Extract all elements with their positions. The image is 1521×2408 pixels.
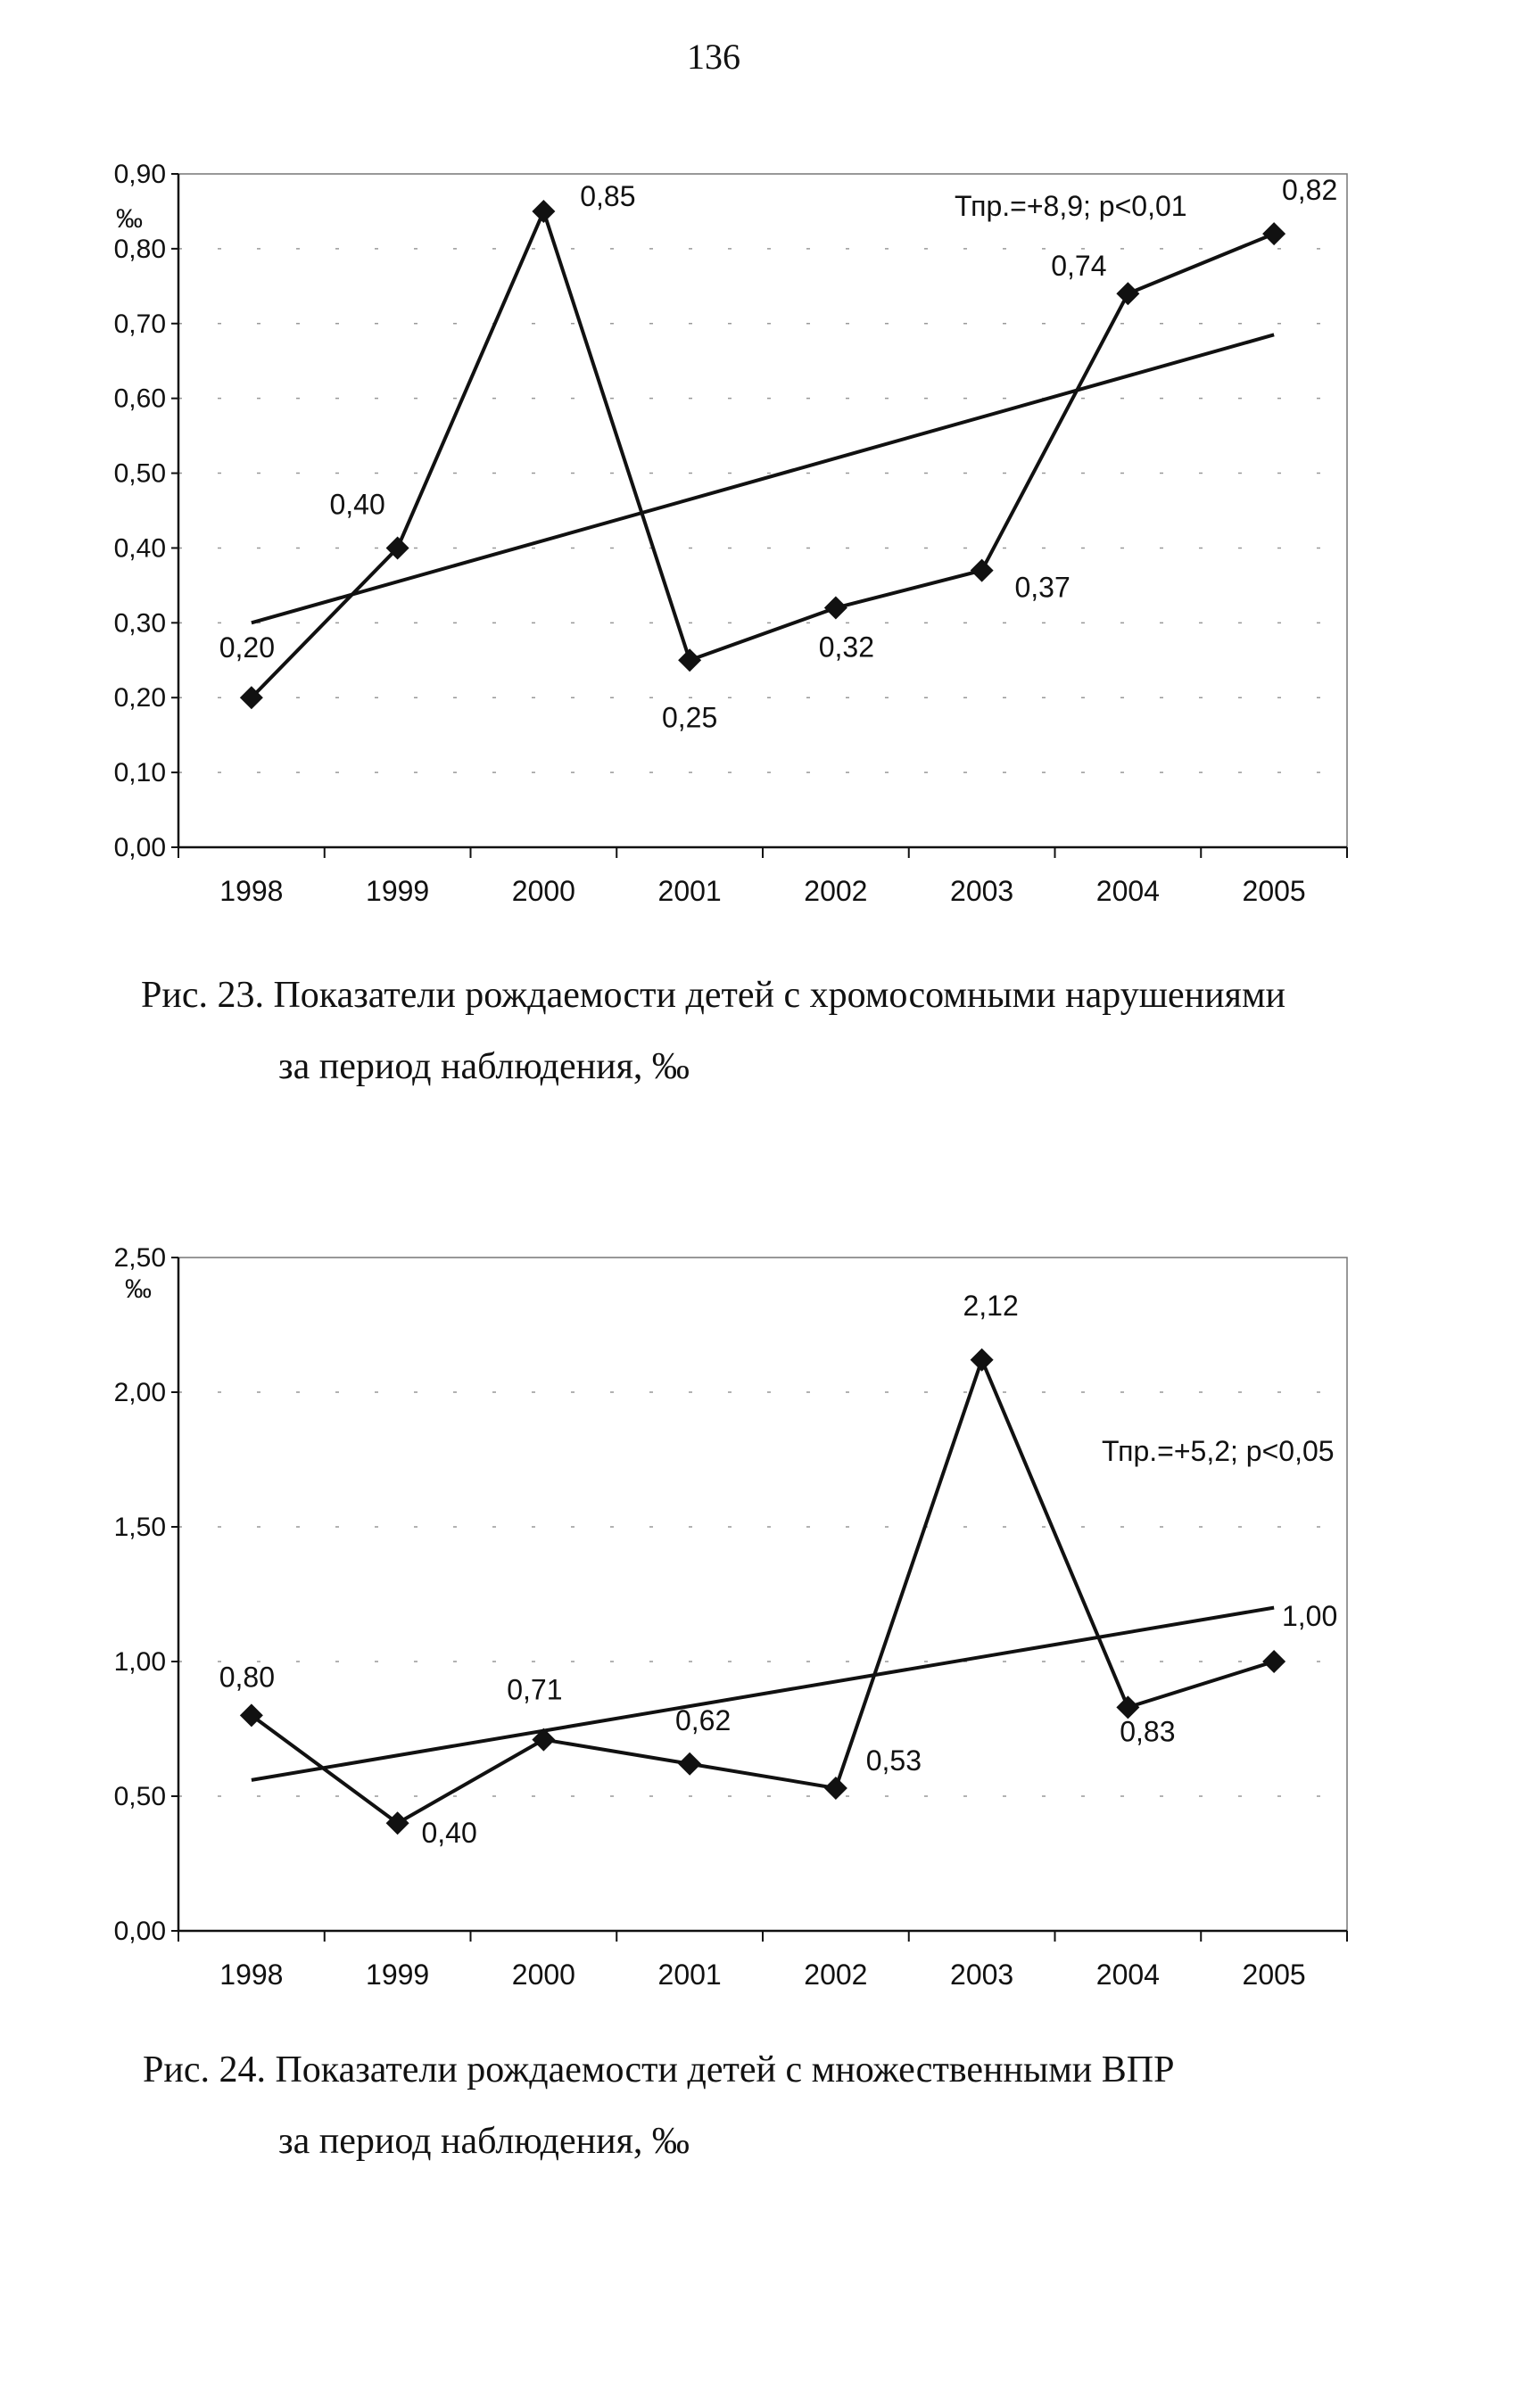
y-tick-label: 0,50: [113, 458, 166, 489]
data-point-marker: [1262, 222, 1285, 245]
data-label: 0,83: [1120, 1715, 1176, 1748]
page-number: 136: [687, 37, 740, 77]
x-tick-label: 2002: [804, 1959, 868, 1991]
x-tick-label: 2000: [511, 1959, 575, 1991]
y-tick-label: 1,50: [113, 1513, 166, 1542]
figure-caption-23: [0, 977, 1521, 1101]
y-tick-label: 0,90: [113, 160, 166, 189]
data-label: 0,20: [219, 631, 276, 664]
x-tick-label: 1999: [366, 1959, 430, 1991]
figure-caption-24: [0, 2051, 1521, 2176]
y-unit-label: ‰: [125, 1274, 152, 1304]
x-tick-label: 2003: [950, 1959, 1014, 1991]
x-tick-label: 2001: [657, 1959, 722, 1991]
x-tick-label: 2003: [950, 875, 1014, 907]
chart-chromosomal-births: [0, 152, 1521, 936]
y-tick-label: 0,20: [113, 683, 166, 713]
y-tick-label: 0,40: [113, 533, 166, 564]
x-tick-label: 1999: [366, 875, 430, 907]
data-label: 0,74: [1051, 250, 1107, 283]
data-point-marker: [1116, 282, 1139, 305]
caption-line-2: за период наблюдения, ‰: [278, 2121, 690, 2162]
x-tick-label: 1998: [219, 875, 284, 907]
y-tick-label: 0,00: [113, 1917, 166, 1946]
x-tick-label: 2000: [511, 875, 575, 907]
data-point-marker: [678, 648, 701, 672]
caption-line-2: за период наблюдения, ‰: [278, 1046, 690, 1087]
data-label: 1,00: [1281, 1600, 1338, 1632]
x-tick-label: 2005: [1242, 875, 1306, 907]
data-label: 0,32: [818, 631, 875, 664]
x-tick-label: 2001: [657, 875, 722, 907]
data-label: 0,80: [219, 1661, 276, 1694]
x-tick-label: 2002: [804, 875, 868, 907]
y-tick-label: 0,30: [113, 608, 166, 639]
y-tick-label: 0,60: [113, 383, 166, 414]
trend-annotation: Тпр.=+5,2; р<0,05: [1102, 1435, 1335, 1467]
data-label: 0,82: [1281, 174, 1338, 207]
chart-multiple-malformation-births: [0, 1231, 1521, 2016]
data-point-marker: [678, 1752, 701, 1776]
data-label: 0,71: [507, 1673, 563, 1706]
data-label: 0,40: [329, 488, 385, 521]
data-label: 0,53: [865, 1744, 922, 1777]
y-tick-label: 1,00: [113, 1647, 166, 1677]
trend-line: [252, 334, 1274, 623]
data-point-marker: [824, 597, 847, 620]
y-tick-label: 0,00: [113, 833, 166, 862]
trend-annotation: Тпр.=+8,9; р<0,01: [955, 190, 1187, 222]
caption-line-1: Рис. 24. Показатели рождаемости детей с множественными ВПР: [143, 2049, 1175, 2091]
data-label: 0,25: [661, 701, 718, 734]
y-tick-label: 0,10: [113, 758, 166, 788]
y-tick-label: 2,00: [113, 1378, 166, 1407]
data-label: 2,12: [963, 1289, 1019, 1322]
x-tick-label: 2004: [1095, 875, 1160, 907]
data-label: 0,85: [580, 179, 636, 212]
data-point-marker: [824, 1777, 847, 1800]
data-point-marker: [532, 200, 555, 223]
y-unit-label: ‰: [116, 204, 143, 234]
data-point-marker: [971, 559, 994, 582]
data-label: 0,37: [1014, 571, 1070, 604]
x-tick-label: 2005: [1242, 1959, 1306, 1991]
y-tick-label: 0,80: [113, 234, 166, 264]
x-tick-label: 2004: [1095, 1959, 1160, 1991]
plot-area: [178, 1258, 1347, 1931]
x-tick-label: 1998: [219, 1959, 284, 1991]
data-label: 0,40: [421, 1817, 477, 1850]
data-point-marker: [1262, 1650, 1285, 1673]
y-tick-label: 0,70: [113, 309, 166, 339]
y-tick-label: 0,50: [113, 1782, 166, 1811]
caption-line-1: Рис. 23. Показатели рождаемости детей с хромосомными нарушениями: [141, 975, 1286, 1016]
series-line: [252, 211, 1274, 697]
data-point-marker: [971, 1348, 994, 1372]
data-label: 0,62: [674, 1703, 732, 1736]
y-tick-label: 2,50: [113, 1243, 166, 1273]
